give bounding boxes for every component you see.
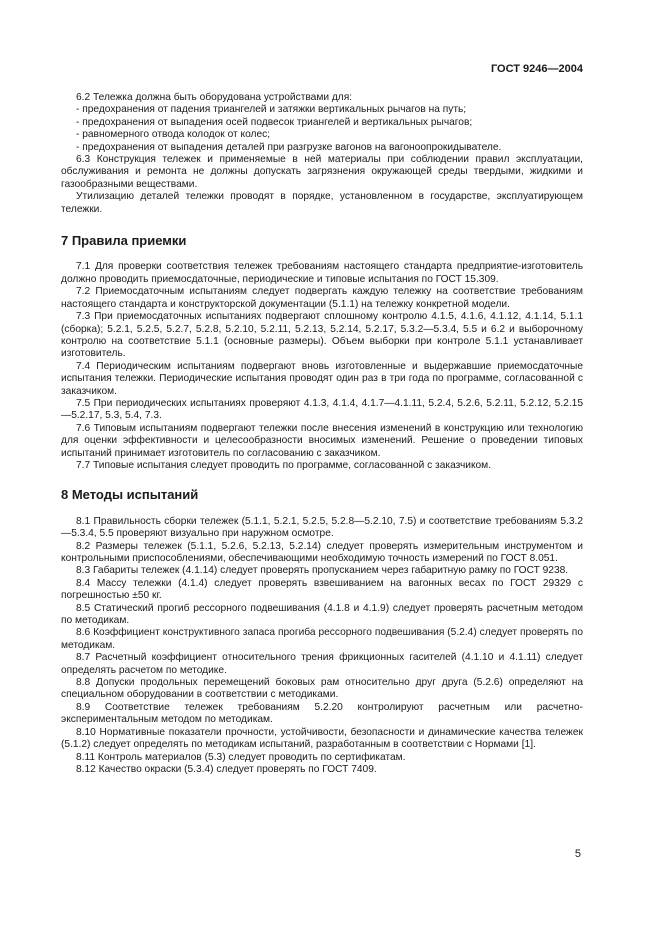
paragraph-8-7: 8.7 Расчетный коэффициент относительного трения фрикционных гасителей (4.1.10 и 4.1.11) следует определять расчетом по методике. (61, 652, 583, 676)
paragraph-8-12: 8.12 Качество окраски (5.3.4) следует проверять по ГОСТ 7409. (76, 763, 377, 775)
paragraph-8-10: 8.10 Нормативные показатели прочности, устойчивости, безопасности и динамические качества тележек (5.1.2) следует определять по методикам испытаний, разработанным в соответствии с Нормами [1]. (61, 726, 583, 751)
bullet-item: - равномерного отвода колодок от колес; (76, 129, 271, 141)
paragraph-7-5: 7.5 При периодических испытаниях проверяют 4.1.3, 4.1.4, 4.1.7—4.1.11, 5.2.4, 5.2.6, 5.2.11, 5.2.12, 5.2.15—5.2.17, 5.3, 5.4, 7.3. (61, 397, 583, 422)
paragraph-7-3: 7.3 При приемосдаточных испытаниях подвергают сплошному контролю 4.1.5, 4.1.6, 4.1.12, 4.1.14, 5.1.1 (сборка); 5.2.1, 5.2.5, 5.2.7, 5.2.8, 5.2.10, 5.2.11, 5.2.13, 5.2.14, 5.2.17, 5.3.2—5.3.4, 5.5 и 6.2 и выборочному контролю на соответствие 5.1.1 (основные размеры). Объем выборки при контроле 5.1.1 устанавливает изготовитель. (61, 311, 583, 360)
paragraph-8-9: 8.9 Соответствие тележек требованиям 5.2.20 контролируют расчетным или расчетно-экспериментальным методом по методикам. (61, 701, 583, 726)
paragraph-7-7: 7.7 Типовые испытания следует проводить по программе, согласованной с заказчиком. (76, 459, 492, 471)
document-body (61, 92, 583, 776)
paragraph-6-2: 6.2 Тележка должна быть оборудована устройствами для: (76, 92, 353, 103)
page-number: 5 (574, 848, 581, 860)
paragraph-8-11: 8.11 Контроль материалов (5.3) следует проводить по сертификатам. (76, 751, 406, 763)
paragraph-8-8: 8.8 Допуски продольных перемещений боковых рам относительно друг друга (5.2.6) определяют на специальном оборудовании в соответствии с методиками. (61, 677, 583, 701)
paragraph-6-3: 6.3 Конструкция тележек и применяемые в ней материалы при соблюдении правил эксплуатации, обслуживания и ремонта не должны допускать загрязнения окружающей среды твердыми, жидкими и газообразными веществами. (61, 154, 583, 190)
paragraph-7-1: 7.1 Для проверки соответствия тележек требованиям настоящего стандарта предприятие-изготовитель должно проводить приемосдаточные, периодические и типовые испытания по ГОСТ 15.309. (61, 261, 583, 285)
paragraph-7-6: 7.6 Типовым испытаниям подвергают тележки после внесения изменений в конструкцию или технологию для оценки эффективности и целесообразности вносимых изменений. Решение о проведении типовых испытаний принимает изготовитель по согласованию с заказчиком. (61, 422, 583, 459)
paragraph-8-5: 8.5 Статический прогиб рессорного подвешивания (4.1.8 и 4.1.9) следует проверять расчетным методом по методикам. (61, 602, 583, 627)
section-8-heading: 8 Методы испытаний (61, 487, 199, 503)
paragraph-7-4: 7.4 Периодическим испытаниям подвергают вновь изготовленные и выдержавшие приемосдаточные испытания тележки. Периодические испытания проводят один раз в три года по программе, согласованной с заказчиком. (61, 360, 583, 397)
paragraph-8-3: 8.3 Габариты тележек (4.1.14) следует проверять пропусканием через габаритную рамку по ГОСТ 9238. (76, 565, 569, 577)
bullet-item: - предохранения от выпадения деталей при разгрузке вагонов на вагоноопрокидывателе. (76, 141, 502, 153)
paragraph-8-1: 8.1 Правильность сборки тележек (5.1.1, 5.2.1, 5.2.5, 5.2.8—5.2.10, 7.5) и соответствие требованиям 5.3.2—5.3.4, 5.5 проверяют визуально при наружном осмотре. (61, 515, 583, 540)
paragraph-7-2: 7.2 Приемосдаточным испытаниям следует подвергать каждую тележку на соответствие требованиям настоящего стандарта и конструкторской документации (5.1.1) на тележку конкретной модели. (61, 286, 583, 310)
bullet-item: - предохранения от падения триангелей и затяжки вертикальных рычагов на путь; (76, 104, 467, 116)
paragraph-8-6: 8.6 Коэффициент конструктивного запаса прогиба рессорного подвешивания (5.2.4) следует проверять по методикам. (61, 627, 583, 651)
paragraph-utilization: Утилизацию деталей тележки проводят в порядке, установленном в государстве, эксплуатирующем тележки. (61, 191, 583, 215)
paragraph-8-2: 8.2 Размеры тележек (5.1.1, 5.2.6, 5.2.13, 5.2.14) следует проверять измерительным инструментом и контрольными приспособлениями, обеспечивающими необходимую точность измерений по ГОСТ 8.051. (61, 540, 583, 564)
paragraph-8-4: 8.4 Массу тележки (4.1.4) следует проверять взвешиванием на вагонных весах по ГОСТ 29329 с погрешностью ±50 кг. (61, 577, 583, 602)
section-7-heading: 7 Правила приемки (61, 233, 187, 249)
standard-code-header: ГОСТ 9246—2004 (490, 63, 583, 75)
bullet-item: - предохранения от выпадения осей подвесок триангелей и вертикальных рычагов; (76, 116, 473, 128)
